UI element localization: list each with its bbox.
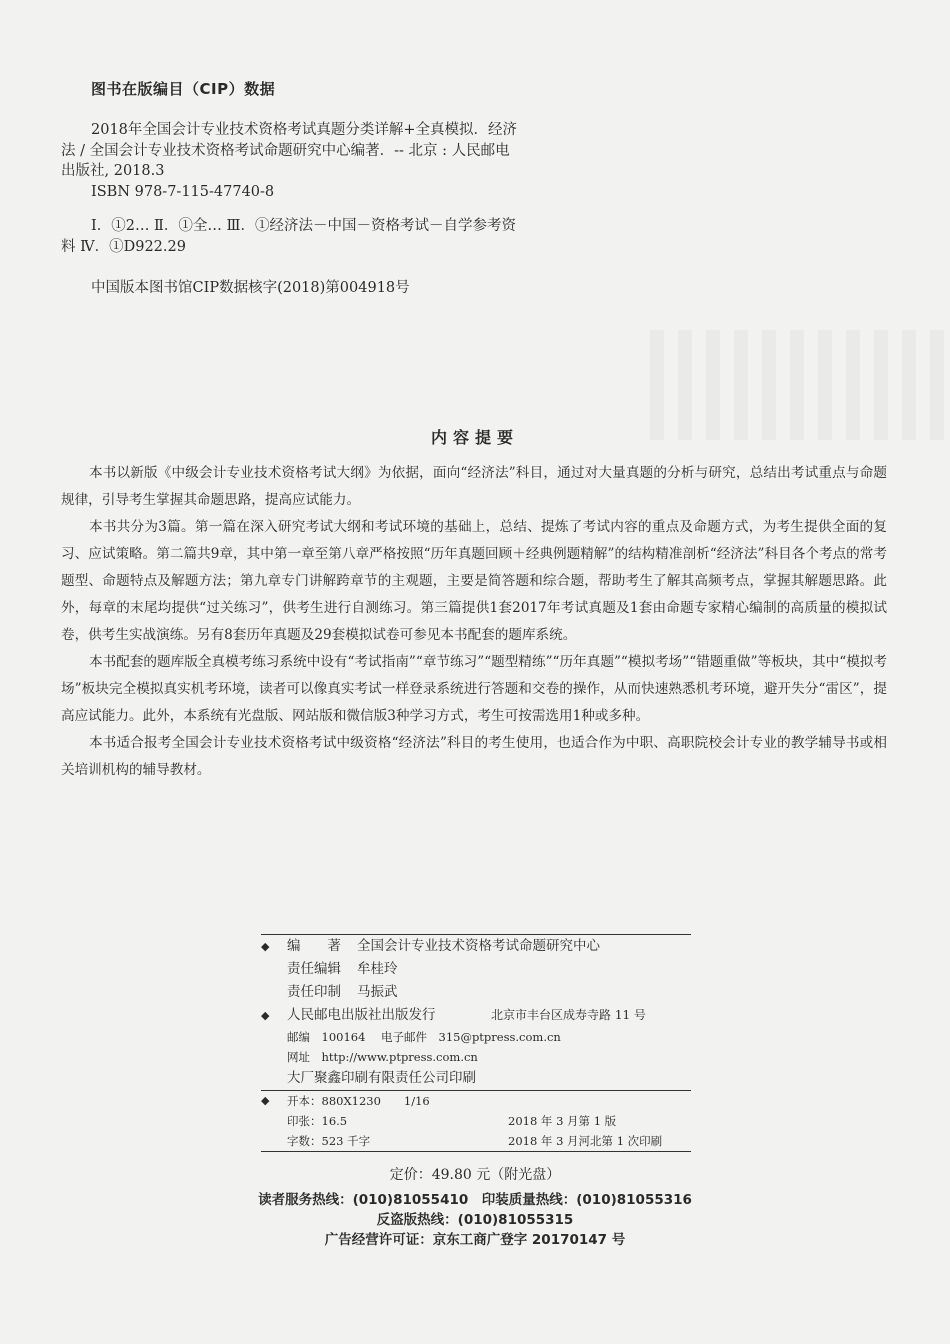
cover-bleed-through (650, 330, 950, 440)
summary-paragraph: 本书适合报考全国会计专业技术资格考试中级资格“经济法”科目的考生使用，也适合作为中职、高职院校会计专业的教学辅导书或相关培训机构的辅导教材。 (61, 735, 887, 778)
diamond-bullet-icon: ◆ (261, 1094, 270, 1107)
author-value: 全国会计专业技术资格考试命题研究中心 (357, 938, 600, 954)
diamond-bullet-icon: ◆ (261, 940, 270, 953)
colophon-wordcount-row (261, 1131, 691, 1151)
cip-line: ISBN 978-7-115-47740-8 (91, 183, 275, 200)
summary-paragraph: 本书共分为3篇。第一篇在深入研究考试大纲和考试环境的基础上，总结、提炼了考试内容的重点及命题方式，为考生提供全面的复习、应试策略。第二篇共9章，其中第一章至第八章严格按照“历年真题回顾＋经典例题精解”的结构精准剖析“经济法”科目各个考点的常考题型、命题特点及解题方法；第九章专门讲解跨章节的主观题，主要是简答题和综合题，帮助考生了解其高频考点，掌握其解题思路。此外，每章的末尾均提供“过关练习”，供考生进行自测练习。第三篇提供1套2017年考试真题及1套由命题专家精心编制的高质量的模拟试卷，供考生实战演练。另有8套历年真题及29套模拟试卷可参见本书配套的题库系统。 (61, 519, 887, 643)
publisher-address: 北京市丰台区成寿寺路 11 号 (491, 1008, 646, 1022)
print-editor-label: 责任印制 (287, 984, 341, 1000)
printer: 大厂聚鑫印刷有限责任公司印刷 (287, 1070, 476, 1086)
printing: 2018 年 3 月河北第 1 次印刷 (508, 1134, 663, 1148)
colophon-format-row (261, 1091, 691, 1111)
word-count: 字数：523 千字 (287, 1134, 371, 1148)
editor-label: 责任编辑 (287, 961, 341, 977)
format: 开本：880X1230 1/16 (287, 1094, 430, 1108)
ad-license: 广告经营许可证：京东工商广登字 20170147 号 (324, 1232, 626, 1248)
cip-line: 2018年全国会计专业技术资格考试真题分类详解+全真模拟．经济法 / 全国会计专业技术资格考试命题研究中心编著．-- 北京 : 人民邮电出版社, 2018.3 (61, 122, 518, 179)
edition: 2018 年 3 月第 1 版 (508, 1114, 617, 1128)
colophon-sheets-row (261, 1111, 691, 1131)
colophon-author-row (261, 935, 691, 958)
print-editor-value: 马振武 (357, 984, 398, 1000)
anti-piracy-hotline: 反盗版热线：(010)81055315 (376, 1212, 574, 1228)
sheets: 印张：16.5 (287, 1114, 348, 1128)
cip-subject-line: Ⅰ．①2… Ⅱ．①全… Ⅲ．①经济法－中国－资格考试－自学参考资料 Ⅳ．①D922.29 (61, 218, 517, 255)
colophon-print-editor-row (261, 981, 691, 1004)
colophon-publisher-row (261, 1004, 691, 1027)
website: 网址 http://www.ptpress.com.cn (287, 1050, 478, 1064)
divider (261, 1151, 691, 1152)
service-hotline: 读者服务热线：(010)81055410 印装质量热线：(010)81055316 (258, 1192, 692, 1208)
colophon-website-row (261, 1047, 691, 1067)
publisher: 人民邮电出版社出版发行 (287, 1007, 436, 1023)
cip-heading: 图书在版编目（CIP）数据 (91, 80, 276, 98)
colophon (261, 934, 691, 1152)
hotlines (0, 1190, 950, 1250)
price: 定价：49.80 元（附光盘） (389, 1167, 561, 1183)
colophon-editor-row (261, 958, 691, 981)
author-label: 编 著 (287, 938, 341, 954)
colophon-postcode-row (261, 1027, 691, 1047)
summary-paragraph: 本书配套的题库版全真模考练习系统中设有“考试指南”“章节练习”“题型精练”“历年真题”“模拟考场”“错题重做”等板块，其中“模拟考场”板块完全模拟真实机考环境，读者可以像真实考试一样登录系统进行答题和交卷的操作，从而快速熟悉机考环境，避开失分“雷区”，提高应试能力。此外，本系统有光盘版、网站版和微信版3种学习方式，考生可按需选用1种或多种。 (61, 654, 887, 724)
diamond-bullet-icon: ◆ (261, 1009, 270, 1022)
editor-value: 牟桂玲 (357, 961, 398, 977)
cip-data-number: 中国版本图书馆CIP数据核字(2018)第004918号 (91, 280, 410, 296)
summary-title: 内容提要 (430, 428, 519, 447)
email: 电子邮件 315@ptpress.com.cn (381, 1030, 561, 1044)
summary-body (61, 460, 887, 784)
cip-record (61, 120, 521, 257)
colophon-printer-row (261, 1067, 691, 1090)
postcode: 邮编 100164 (287, 1030, 366, 1044)
summary-paragraph: 本书以新版《中级会计专业技术资格考试大纲》为依据，面向“经济法”科目，通过对大量真题的分析与研究，总结出考试重点与命题规律，引导考生掌握其命题思路，提高应试能力。 (61, 465, 887, 508)
